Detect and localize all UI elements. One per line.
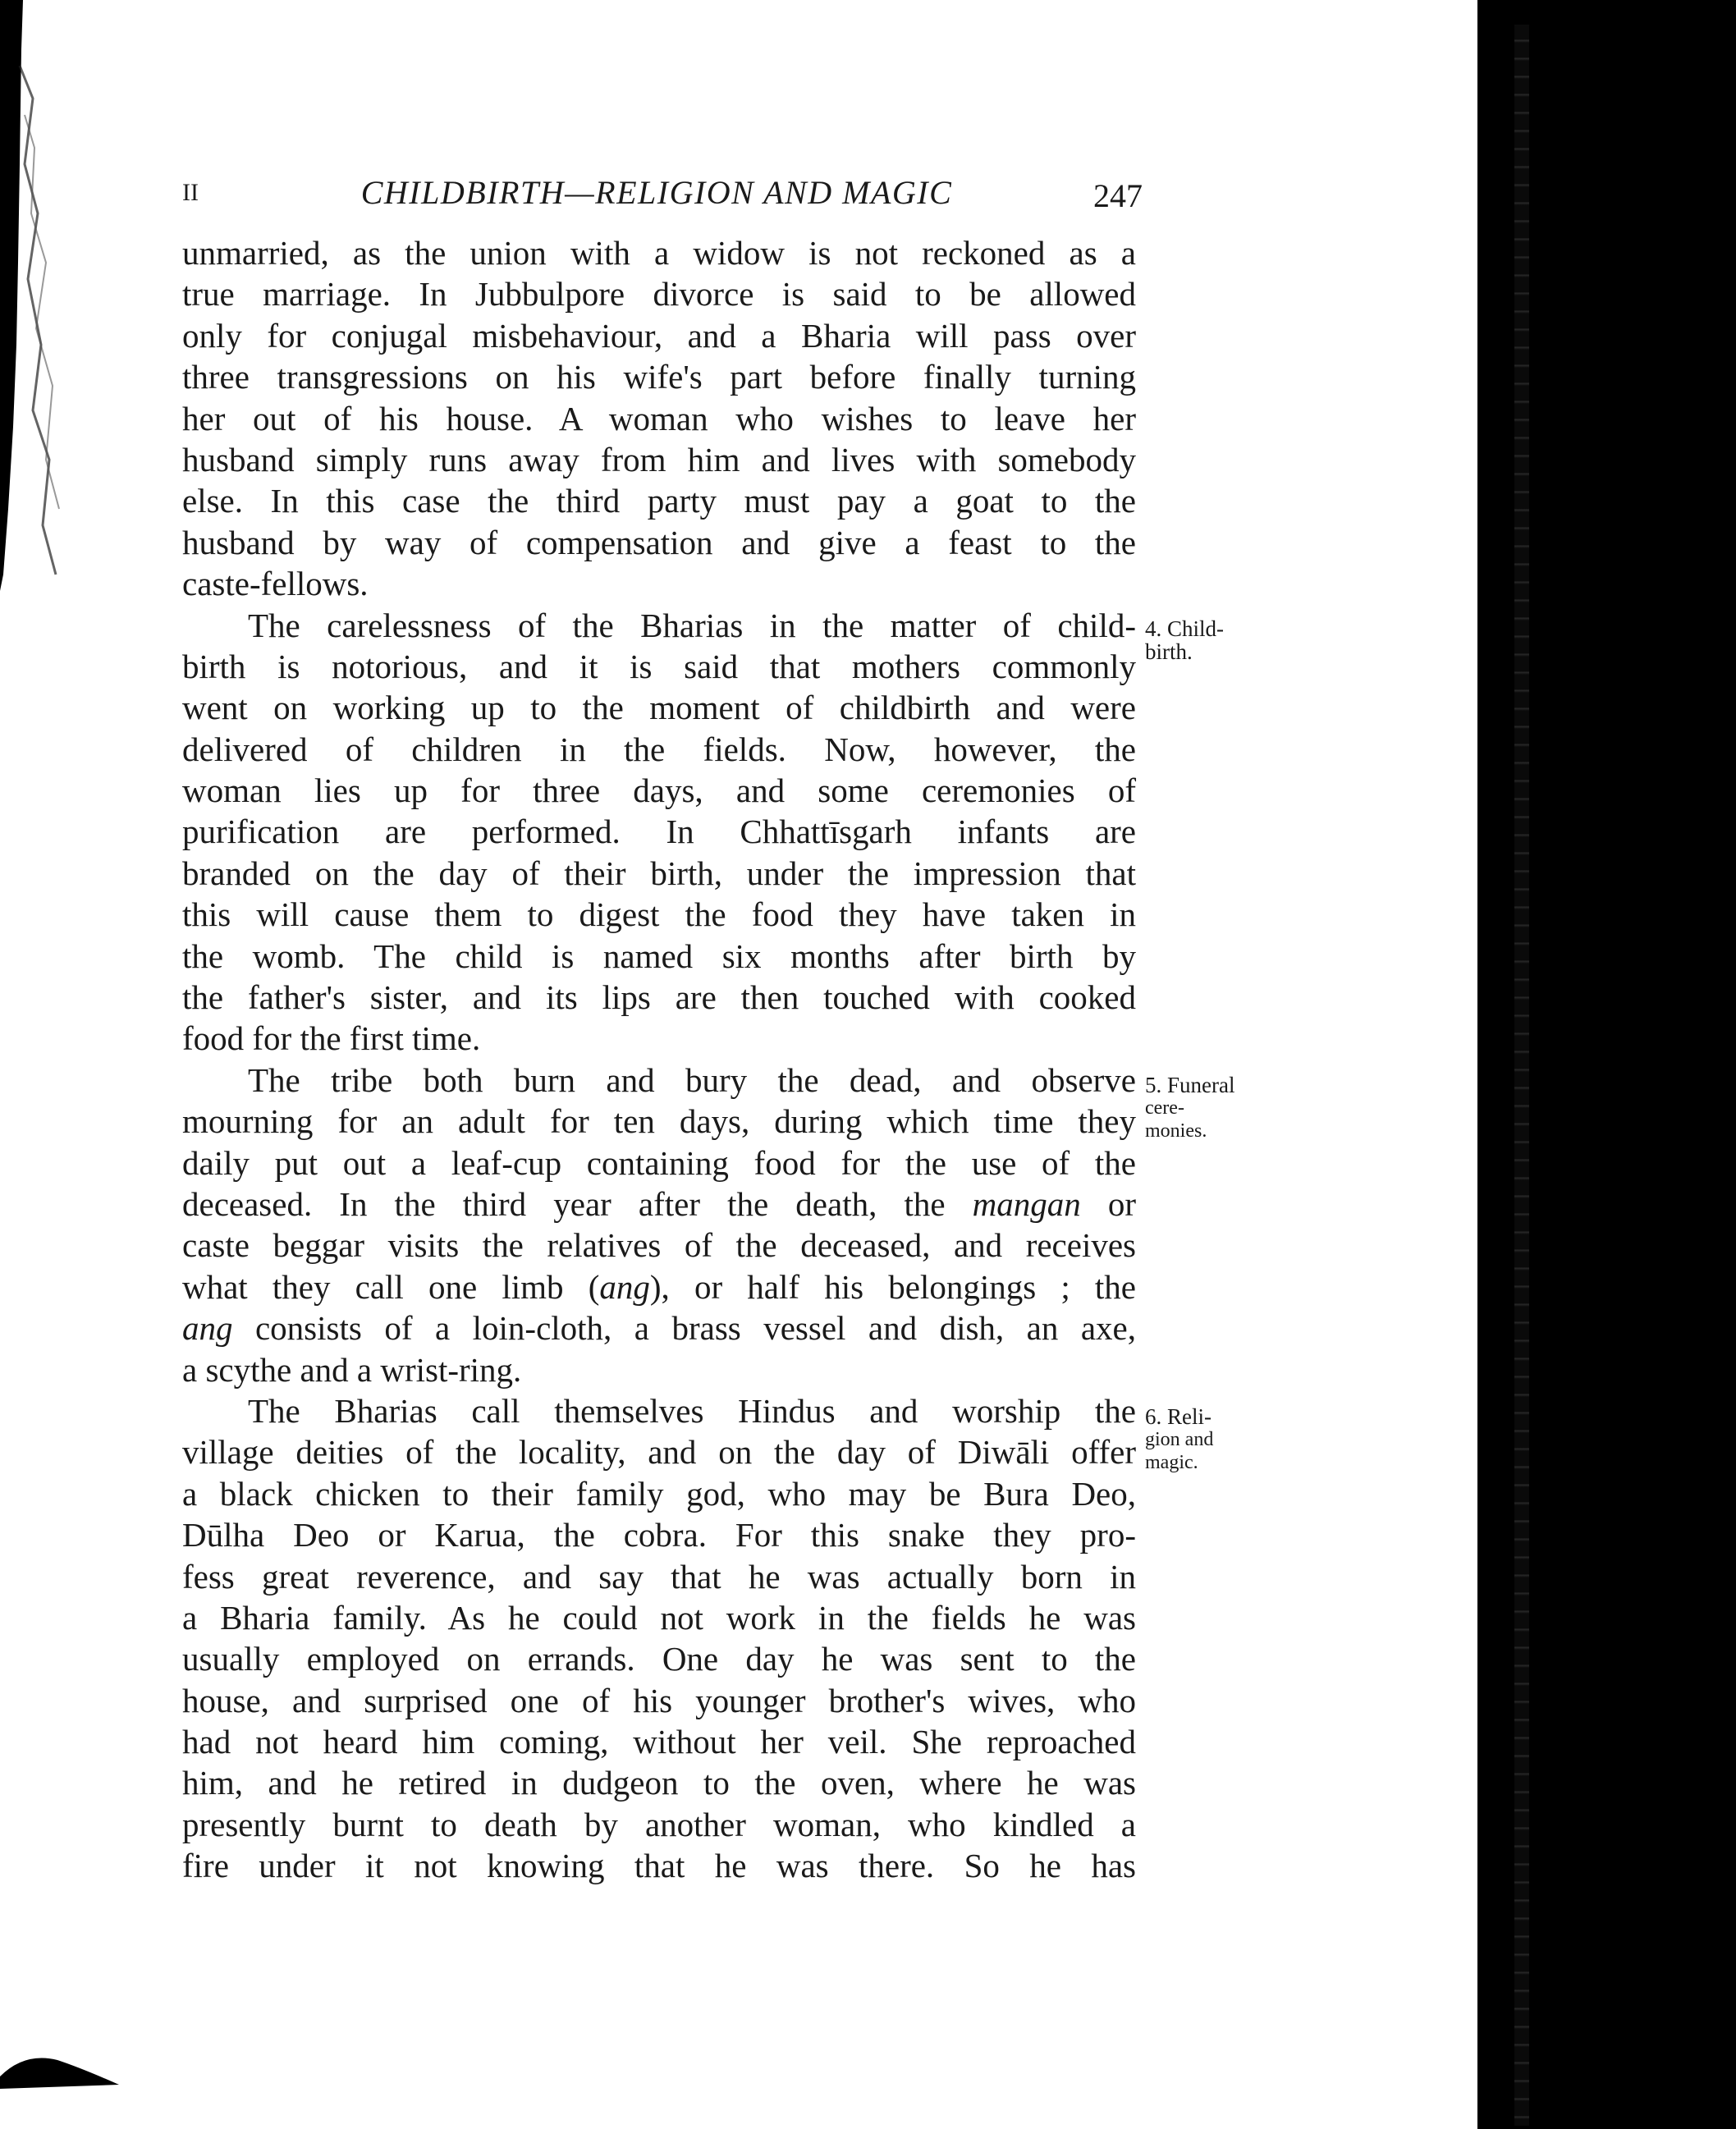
margin-note-line: gion and: [1145, 1429, 1214, 1450]
text-segment: or: [1080, 1184, 1137, 1223]
text-line: caste beggar visits the relatives of the deceased, and receives: [182, 1226, 1136, 1265]
text-line: went on working up to the moment of childbirth and were: [182, 689, 1136, 727]
text-line: three transgressions on his wife's part before finally turning: [182, 358, 1136, 396]
italic-term-mangan: mangan: [972, 1184, 1081, 1223]
chapter-number: II: [182, 179, 199, 206]
text-line: this will cause them to digest the food they have taken in: [182, 895, 1136, 934]
text-segment: ), or half his belongings ; the: [649, 1267, 1136, 1306]
running-head: [181, 168, 1143, 217]
margin-note-line: 6. Reli-: [1145, 1404, 1212, 1429]
text-line-with-italic: [182, 1184, 1136, 1225]
text-line: fire under it not knowing that he was there. So he has: [182, 1847, 1136, 1885]
text-line: husband simply runs away from him and lives with somebody: [182, 440, 1136, 478]
text-line-with-italic: [182, 1266, 1136, 1307]
text-line: usually employed on errands. One day he was sent to the: [182, 1640, 1136, 1678]
text-line: The carelessness of the Bharias in the matter of child-: [248, 606, 1136, 644]
margin-note-line: birth.: [1145, 639, 1193, 664]
text-line: husband by way of compensation and give a feast to the: [182, 523, 1136, 561]
text-line: The Bharias call themselves Hindus and worship the: [248, 1391, 1136, 1430]
text-line: food for the first time.: [182, 1019, 481, 1058]
margin-note-line: magic.: [1145, 1452, 1198, 1473]
binding-shadow-graphic: [0, 0, 90, 591]
text-line: true marriage. In Jubbulpore divorce is said to be allowed: [182, 275, 1136, 314]
text-segment: what they call one limb (: [182, 1267, 600, 1306]
text-line: branded on the day of their birth, under the impression that: [182, 854, 1136, 892]
margin-note-line: 5. Funeral: [1145, 1073, 1235, 1097]
text-line: else. In this case the third party must pay a goat to the: [182, 482, 1136, 520]
text-line: delivered of children in the fields. Now, however, the: [182, 730, 1136, 768]
margin-note-religion: [1145, 1405, 1276, 1474]
text-line: unmarried, as the union with a widow is not reckoned as a: [182, 234, 1136, 272]
text-line: a black chicken to their family god, who may be Bura Deo,: [182, 1474, 1136, 1513]
text-line: a scythe and a wrist-ring.: [182, 1350, 522, 1389]
text-line: daily put out a leaf-cup containing food for the use of the: [182, 1143, 1136, 1182]
scan-gutter-edge: [1514, 25, 1529, 2126]
margin-note-line: monies.: [1145, 1120, 1207, 1142]
text-line: presently burnt to death by another woman, who kindled a: [182, 1805, 1136, 1843]
text-line: mourning for an adult for ten days, during which time they: [182, 1102, 1136, 1141]
text-line: only for conjugal misbehaviour, and a Bharia will pass over: [182, 316, 1136, 355]
text-line: caste-fellows.: [182, 565, 369, 603]
text-line: had not heard him coming, without her veil. She reproached: [182, 1723, 1136, 1761]
margin-note-funeral: [1145, 1074, 1276, 1142]
page-number: 247: [1093, 177, 1143, 214]
chapter-title: CHILDBIRTH—RELIGION AND MAGIC: [360, 174, 953, 211]
margin-note-line: cere-: [1145, 1097, 1184, 1119]
corner-smudge-graphic: [0, 2035, 123, 2093]
text-line: house, and surprised one of his younger brother's wives, who: [182, 1681, 1136, 1719]
text-line: Dūlha Deo or Karua, the cobra. For this snake they pro-: [182, 1516, 1136, 1554]
text-line-with-italic: [182, 1307, 1136, 1348]
margin-note-childbirth: [1145, 617, 1276, 663]
text-segment: deceased. In the third year after the death, the: [182, 1184, 946, 1223]
text-line: purification are performed. In Chhattīsgarh infants are: [182, 813, 1136, 851]
italic-term-ang: ang: [182, 1309, 233, 1348]
italic-term-ang: ang: [599, 1267, 650, 1306]
text-line: village deities of the locality, and on the day of Diwāli offer: [182, 1433, 1136, 1472]
text-line: a Bharia family. As he could not work in the fields he was: [182, 1598, 1136, 1637]
text-line: birth is notorious, and it is said that mothers commonly: [182, 647, 1136, 685]
text-line: The tribe both burn and bury the dead, and observe: [248, 1060, 1136, 1099]
text-line: fess great reverence, and say that he was actually born in: [182, 1557, 1136, 1596]
text-line: the womb. The child is named six months after birth by: [182, 936, 1136, 975]
text-line: the father's sister, and its lips are then touched with cooked: [182, 978, 1136, 1017]
margin-note-line: 4. Child-: [1145, 616, 1225, 641]
text-segment: consists of a loin-cloth, a brass vessel and dish, an axe,: [254, 1309, 1136, 1348]
text-line: her out of his house. A woman who wishes to leave her: [182, 399, 1136, 437]
body-text: [182, 232, 1136, 1887]
text-line: him, and he retired in dudgeon to the oven, where he was: [182, 1764, 1136, 1802]
text-line: woman lies up for three days, and some ceremonies of: [182, 771, 1136, 810]
